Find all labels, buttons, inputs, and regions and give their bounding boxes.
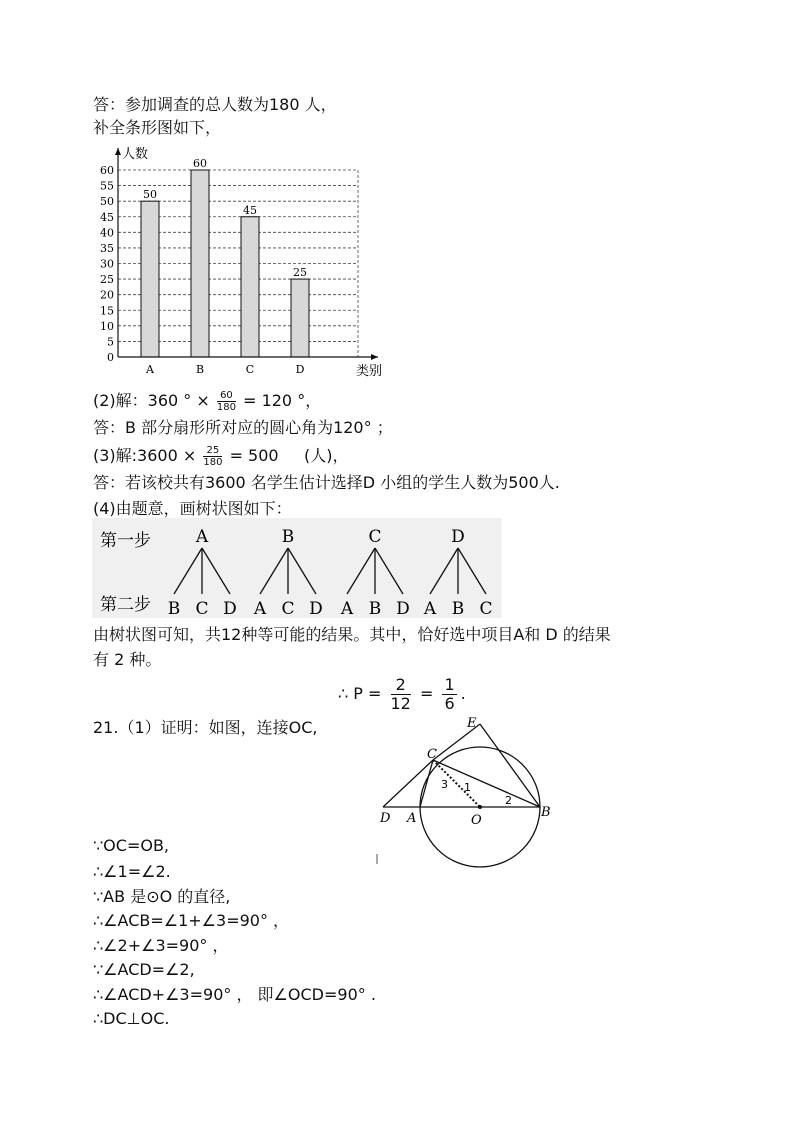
x-tick-label: B	[195, 363, 205, 376]
label-angle-3: 3	[441, 778, 448, 791]
prob-fraction-1	[391, 676, 411, 713]
label-e: E	[467, 716, 477, 731]
tree-leaf-node: D	[223, 599, 237, 618]
prob-frac2-num: 1	[444, 675, 455, 694]
part2-prefix: (2)解：360 ° ×	[93, 391, 210, 410]
part3-fraction	[203, 445, 222, 468]
part2-frac-num: 60	[217, 390, 236, 402]
tree-leaf-node: B	[368, 599, 382, 618]
label-angle-1: 1	[464, 781, 471, 794]
answer3-line: 答：若该校共有3600 名学生估计选择D 小组的学生人数为500人.	[93, 473, 560, 492]
part4-line: (4)由题意，画树状图如下：	[93, 499, 292, 518]
bar	[241, 217, 259, 357]
answer-total-line: 答：参加调查的总人数为180 人，	[93, 95, 337, 114]
tree-root-node: C	[368, 527, 382, 547]
y-axis-title: 人数	[122, 147, 149, 162]
tree-leaf-node: A	[253, 599, 267, 618]
result-line1: 由树状图可知，共12种等可能的结果。其中，恰好选中项目A和 D 的结果	[93, 625, 611, 644]
tree-leaf-node: D	[309, 599, 323, 618]
step2-label: 第二步	[100, 595, 151, 615]
step1-label: 第一步	[100, 531, 151, 551]
x-tick-label: C	[245, 363, 255, 376]
proof-line: ∵OC=OB,	[93, 836, 170, 855]
proof-line: ∴∠2+∠3=90° ，	[93, 936, 229, 955]
label-o: O	[471, 813, 482, 828]
y-tick-label: 10	[100, 319, 114, 333]
part3-line	[93, 445, 349, 468]
prob-equals: =	[419, 684, 434, 703]
label-a: A	[407, 811, 417, 826]
tree-root-node: B	[281, 527, 295, 547]
tree-leaf-node: B	[167, 599, 181, 618]
part3-frac-den: 180	[203, 457, 223, 468]
part2-fraction	[217, 390, 236, 413]
y-tick-label: 60	[100, 164, 114, 177]
bar-chart	[88, 140, 388, 380]
proof-line: ∵∠ACD=∠2,	[93, 960, 195, 979]
y-tick-label: 45	[100, 210, 114, 224]
tree-leaf-node: A	[423, 599, 437, 618]
label-d: D	[380, 811, 391, 826]
tree-leaf-node: C	[281, 599, 295, 618]
prob-fraction-2	[442, 676, 456, 713]
tree-leaf-node: C	[195, 599, 209, 618]
bar	[141, 201, 159, 357]
result-line2: 有 2 种。	[93, 650, 162, 669]
tree-leaf-node: D	[396, 599, 410, 618]
q21-heading: 21.（1）证明：如图，连接OC,	[93, 718, 318, 737]
part3-prefix: (3)解:3600 ×	[93, 446, 197, 465]
label-b: B	[541, 805, 551, 820]
prob-frac1-den: 12	[390, 694, 411, 713]
y-tick-label: 50	[100, 195, 114, 209]
y-tick-label: 15	[100, 304, 114, 318]
y-tick-label: 25	[100, 273, 114, 287]
y-tick-label: 0	[107, 351, 114, 364]
geometry-figure	[375, 712, 565, 872]
line-ac	[420, 760, 433, 807]
answer2-line: 答：B 部分扇形所对应的圆心角为120° ；	[93, 418, 393, 437]
complete-chart-line: 补全条形图如下，	[93, 118, 222, 137]
tree-leaf-node: C	[479, 599, 493, 618]
y-tick-label: 40	[100, 226, 114, 240]
part2-frac-den: 180	[216, 402, 236, 413]
bar-data-label: 60	[193, 157, 207, 170]
y-tick-label: 5	[107, 335, 114, 349]
x-tick-label: A	[146, 363, 154, 376]
part3-suffix: = 500 (人)，	[229, 446, 349, 465]
bar	[191, 170, 209, 357]
prob-prefix: ∴ P =	[338, 684, 382, 703]
proof-line: ∴∠ACD+∠3=90° ， 即∠OCD=90° .	[93, 985, 376, 1004]
bar-data-label: 25	[293, 266, 307, 280]
tree-background	[92, 518, 502, 618]
bar-data-label: 45	[243, 203, 257, 217]
part2-line	[93, 390, 321, 413]
label-angle-2: 2	[505, 794, 512, 807]
tree-leaf-node: A	[340, 599, 354, 618]
proof-line: ∵AB 是⊙O 的直径,	[93, 887, 231, 906]
proof-line: ∴DC⊥OC.	[93, 1009, 170, 1028]
bar	[291, 279, 309, 357]
part3-frac-num: 25	[203, 445, 222, 457]
bar-data-label: 50	[143, 188, 157, 202]
prob-frac1-num: 2	[391, 676, 411, 695]
point-o	[478, 805, 482, 809]
tree-diagram	[92, 518, 502, 618]
proof-line: ∴∠ACB=∠1+∠3=90° ，	[93, 911, 290, 930]
y-axis-arrow	[115, 148, 121, 155]
probability-line	[338, 672, 466, 716]
y-tick-label: 30	[100, 257, 114, 271]
x-axis-title: 类别	[356, 364, 383, 379]
prob-end: .	[460, 684, 466, 703]
y-tick-label: 35	[100, 241, 114, 255]
y-tick-label: 55	[100, 179, 114, 193]
tree-leaf-node: B	[451, 599, 465, 618]
prob-frac2-den: 6	[444, 694, 455, 713]
x-tick-label: D	[295, 363, 305, 376]
proof-line: ∴∠1=∠2.	[93, 862, 171, 881]
tree-root-node: A	[195, 527, 209, 547]
x-axis-arrow	[371, 354, 378, 360]
part2-suffix: = 120 °，	[243, 391, 322, 410]
tree-root-node: D	[451, 527, 465, 547]
label-c: C	[427, 747, 437, 762]
y-tick-label: 20	[100, 288, 114, 302]
